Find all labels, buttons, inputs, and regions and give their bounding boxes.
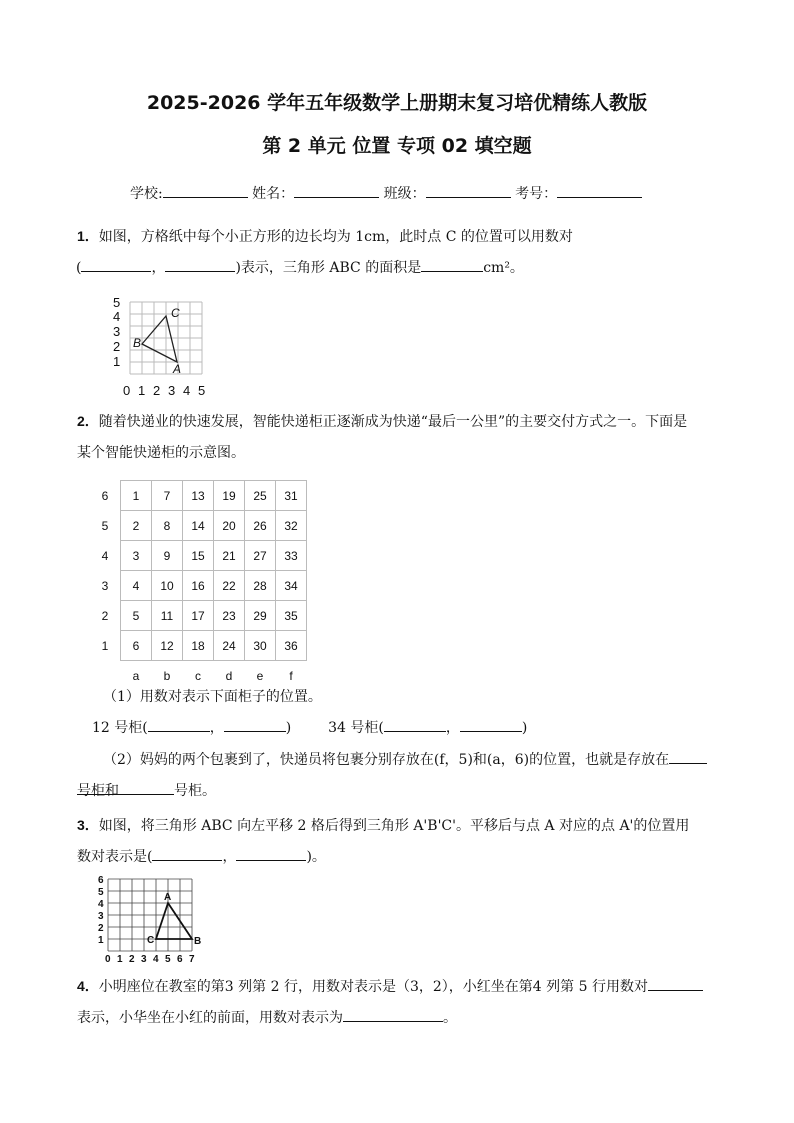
sub-question-1: （1）用数对表示下面柜子的位置。: [103, 689, 322, 705]
locker-cell: 25: [245, 481, 276, 511]
locker-cell: 15: [183, 541, 214, 571]
triangle-abc: [142, 316, 177, 362]
row-label: 4: [101, 548, 109, 563]
svg-text:2: 2: [113, 339, 121, 354]
svg-text:4: 4: [183, 383, 191, 398]
question-3: 3．如图，将三角形 ABC 向左平移 2 格后得到三角形 A'B'C'。平移后与点 A 对应的点 A'的位置用 数对表示是( ， )。: [77, 817, 690, 865]
svg-text:4: 4: [113, 309, 121, 324]
column-label: c: [195, 669, 201, 683]
locker-cell: 33: [276, 541, 307, 571]
answer-blank[interactable]: [421, 257, 483, 272]
column-label: b: [163, 669, 171, 683]
locker-cell: 24: [214, 631, 245, 661]
row-label: 2: [101, 608, 109, 623]
question-number: 2．: [77, 413, 99, 429]
answer-blank[interactable]: [148, 717, 210, 732]
svg-text:1: 1: [113, 354, 121, 369]
answer-blank[interactable]: [165, 257, 235, 272]
page-title: 2025-2026 学年五年级数学上册期末复习培优精练人教版: [146, 92, 648, 114]
svg-text:3: 3: [141, 954, 147, 965]
locker-cell: 30: [245, 631, 276, 661]
triangle-abc: [156, 903, 192, 939]
svg-text:2: 2: [153, 383, 161, 398]
point-label-b: B: [194, 936, 202, 947]
question-4: 4．小明座位在教室的第3 列第 2 行，用数对表示是（3，2），小红坐在第4 列第 5 行用数对 表示，小华坐在小红的前面，用数对表示为 。: [77, 971, 727, 1034]
locker-cell: 22: [214, 571, 245, 601]
point-label-c: C: [147, 935, 155, 946]
locker-cell: 34: [276, 571, 307, 601]
locker-cell: 12: [152, 631, 183, 661]
column-label: d: [225, 669, 233, 683]
locker-cell: 5: [121, 601, 152, 631]
student-info-row: [130, 183, 642, 203]
exam-no-blank[interactable]: [557, 183, 642, 198]
class-blank[interactable]: [426, 183, 511, 198]
question-number: 1．: [77, 228, 99, 244]
locker-cell: 32: [276, 511, 307, 541]
name-blank[interactable]: [294, 183, 379, 198]
locker-grid: [90, 480, 307, 691]
locker-cell: 26: [245, 511, 276, 541]
locker-cell: 35: [276, 601, 307, 631]
answer-blank[interactable]: [236, 846, 306, 861]
svg-text:5: 5: [113, 295, 121, 310]
svg-text:3: 3: [113, 324, 121, 339]
svg-text:1: 1: [138, 383, 146, 398]
question-text: 随着快递业的快速发展，智能快递柜正逐渐成为快递“最后一公里”的主要交付方式之一。下面是: [98, 414, 688, 430]
locker-cell: 23: [214, 601, 245, 631]
locker-cell: 20: [214, 511, 245, 541]
locker-cell: 36: [276, 631, 307, 661]
school-label: 学校:: [130, 186, 163, 202]
point-label-b: B: [133, 336, 142, 350]
svg-text:0: 0: [105, 954, 111, 965]
svg-text:3: 3: [168, 383, 176, 398]
class-label: 班级：: [383, 186, 426, 202]
locker-cell: 1: [121, 481, 152, 511]
svg-text:4: 4: [153, 954, 159, 965]
row-label: 3: [101, 578, 109, 593]
svg-text:5: 5: [165, 954, 171, 965]
svg-text:7: 7: [189, 954, 195, 965]
row-label: 6: [101, 488, 109, 503]
locker-cell: 4: [121, 571, 152, 601]
row-label: 5: [101, 518, 109, 533]
locker-cell: 7: [152, 481, 183, 511]
locker-row: [90, 631, 307, 661]
svg-text:2: 2: [129, 954, 135, 965]
locker-row: [90, 481, 307, 511]
locker-cell: 18: [183, 631, 214, 661]
locker-cell: 28: [245, 571, 276, 601]
question-text: 如图，方格纸中每个小正方形的边长均为 1cm，此时点 C 的位置可以用数对: [98, 229, 573, 245]
page-subtitle: 第 2 单元 位置 专项 02 填空题: [262, 135, 532, 157]
locker-cell: 16: [183, 571, 214, 601]
coordinate-figure-3: [96, 870, 208, 965]
svg-text:3: 3: [98, 911, 104, 922]
svg-text:4: 4: [98, 899, 104, 910]
answer-blank[interactable]: [343, 1007, 443, 1022]
column-label: e: [256, 669, 264, 683]
locker-cell: 9: [152, 541, 183, 571]
question-text: 小明座位在教室的第3 列第 2 行，用数对表示是（3，2），小红坐在第4 列第 5 行用数对: [98, 979, 648, 995]
answer-blank[interactable]: [224, 717, 286, 732]
locker-cell: 31: [276, 481, 307, 511]
svg-text:1: 1: [117, 954, 123, 965]
locker-row: [90, 571, 307, 601]
locker-cell: 27: [245, 541, 276, 571]
question-text: 如图，将三角形 ABC 向左平移 2 格后得到三角形 A'B'C'。平移后与点 A 对应的点 A'的位置用: [98, 818, 690, 834]
answer-blank[interactable]: [669, 749, 707, 764]
question-number: 4．: [77, 978, 99, 994]
locker-cell: 10: [152, 571, 183, 601]
locker-cell: 29: [245, 601, 276, 631]
locker-cell: 19: [214, 481, 245, 511]
locker-cell: 8: [152, 511, 183, 541]
exam-no-label: 考号：: [515, 186, 558, 202]
locker-row: [90, 511, 307, 541]
school-blank[interactable]: [163, 183, 248, 198]
question-2: 2．随着快递业的快速发展，智能快递柜正逐渐成为快递“最后一公里”的主要交付方式之一。下面是 某个智能快递柜的示意图。: [77, 413, 688, 461]
answer-blank[interactable]: [460, 717, 522, 732]
svg-text:5: 5: [98, 887, 104, 898]
point-label-a: A: [173, 362, 182, 376]
svg-text:6: 6: [98, 875, 104, 886]
coordinate-figure-1: [110, 294, 220, 400]
locker-row: [90, 601, 307, 631]
locker-cell: 3: [121, 541, 152, 571]
column-label: f: [289, 669, 293, 683]
column-label: a: [132, 669, 140, 683]
point-label-c: C: [171, 306, 180, 320]
locker-cell: 2: [121, 511, 152, 541]
answer-blank[interactable]: [648, 976, 703, 991]
locker-cell: 17: [183, 601, 214, 631]
answer-blank[interactable]: [81, 257, 151, 272]
answer-blank[interactable]: [384, 717, 446, 732]
question-1: 1．如图，方格纸中每个小正方形的边长均为 1cm，此时点 C 的位置可以用数对 ( ， )表示，三角形 ABC 的面积是 cm²。: [76, 228, 573, 276]
name-label: 姓名：: [252, 186, 295, 202]
svg-text:1: 1: [98, 935, 104, 946]
question-number: 3．: [77, 817, 99, 833]
sub-question-2: （2）妈妈的两个包裹到了，快递员将包裹分别存放在(f，5)和(a，6)的位置，也就是存放在: [103, 749, 707, 769]
svg-text:6: 6: [177, 954, 183, 965]
locker-cell: 14: [183, 511, 214, 541]
svg-text:5: 5: [198, 383, 206, 398]
locker-cell: 6: [121, 631, 152, 661]
locker-cell: 21: [214, 541, 245, 571]
locker-row: [90, 541, 307, 571]
answer-blank[interactable]: [152, 846, 222, 861]
locker-cell: 13: [183, 481, 214, 511]
locker-12-answer: 12 号柜( ， ) 34 号柜( ， ): [92, 717, 527, 737]
svg-text:2: 2: [98, 923, 104, 934]
locker-cell: 11: [152, 601, 183, 631]
svg-text:0: 0: [123, 383, 131, 398]
point-label-a: A: [164, 892, 172, 903]
row-label: 1: [101, 638, 109, 653]
answer-blank[interactable]: [77, 780, 132, 795]
